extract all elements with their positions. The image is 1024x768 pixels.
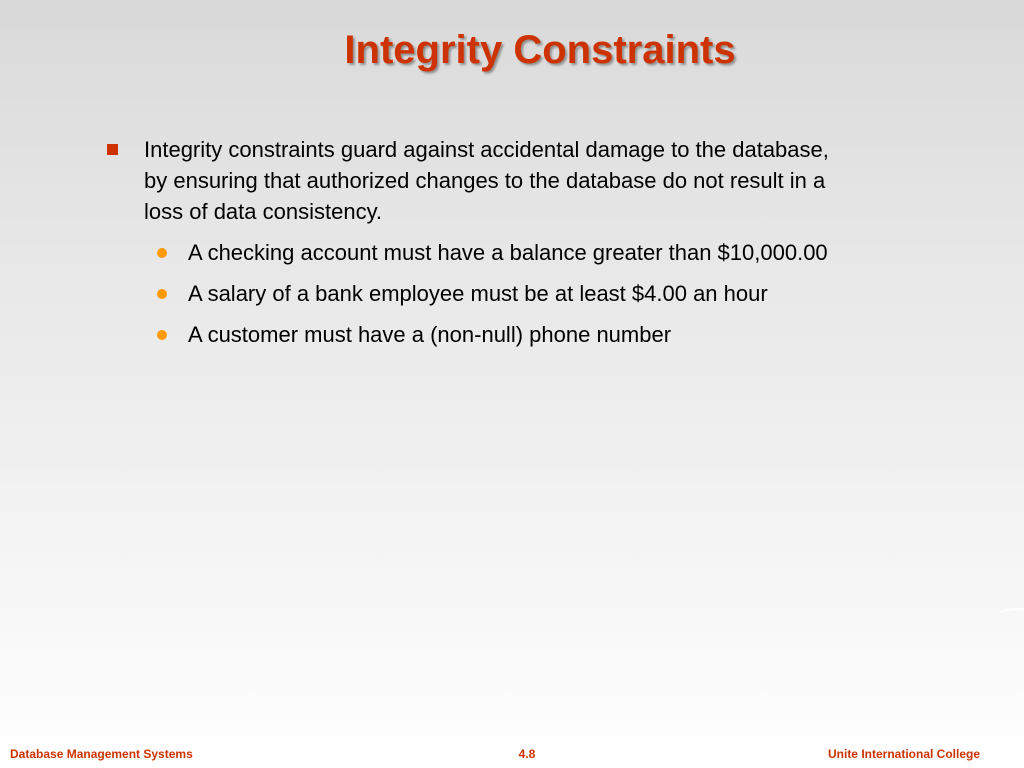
dot-bullet-icon bbox=[157, 330, 167, 340]
decorative-swoosh-icon bbox=[994, 604, 1024, 618]
footer-institution: Unite International College bbox=[827, 747, 980, 761]
footer-page-number: 4.8 bbox=[518, 747, 536, 761]
sub-bullet bbox=[148, 278, 844, 309]
main-bullet bbox=[104, 134, 844, 227]
slide-footer bbox=[0, 744, 1024, 766]
dot-bullet-icon bbox=[157, 248, 167, 258]
slide-title: Integrity Constraints bbox=[344, 28, 736, 72]
sub-bullet-text: A salary of a bank employee must be at least $4.00 an hour bbox=[188, 281, 768, 306]
sub-bullet bbox=[148, 237, 844, 268]
sub-bullet-text: A checking account must have a balance greater than $10,000.00 bbox=[188, 240, 828, 265]
square-bullet-icon bbox=[107, 144, 118, 155]
sub-bullet-list bbox=[104, 237, 844, 350]
slide-content bbox=[104, 134, 844, 360]
footer-course-name: Database Management Systems bbox=[10, 747, 193, 761]
main-bullet-text: Integrity constraints guard against accidental damage to the database, by ensuring that authorized changes to the database do not result in a loss of data consistency. bbox=[144, 137, 829, 224]
dot-bullet-icon bbox=[157, 289, 167, 299]
sub-bullet-text: A customer must have a (non-null) phone number bbox=[188, 322, 672, 347]
sub-bullet bbox=[148, 319, 844, 350]
